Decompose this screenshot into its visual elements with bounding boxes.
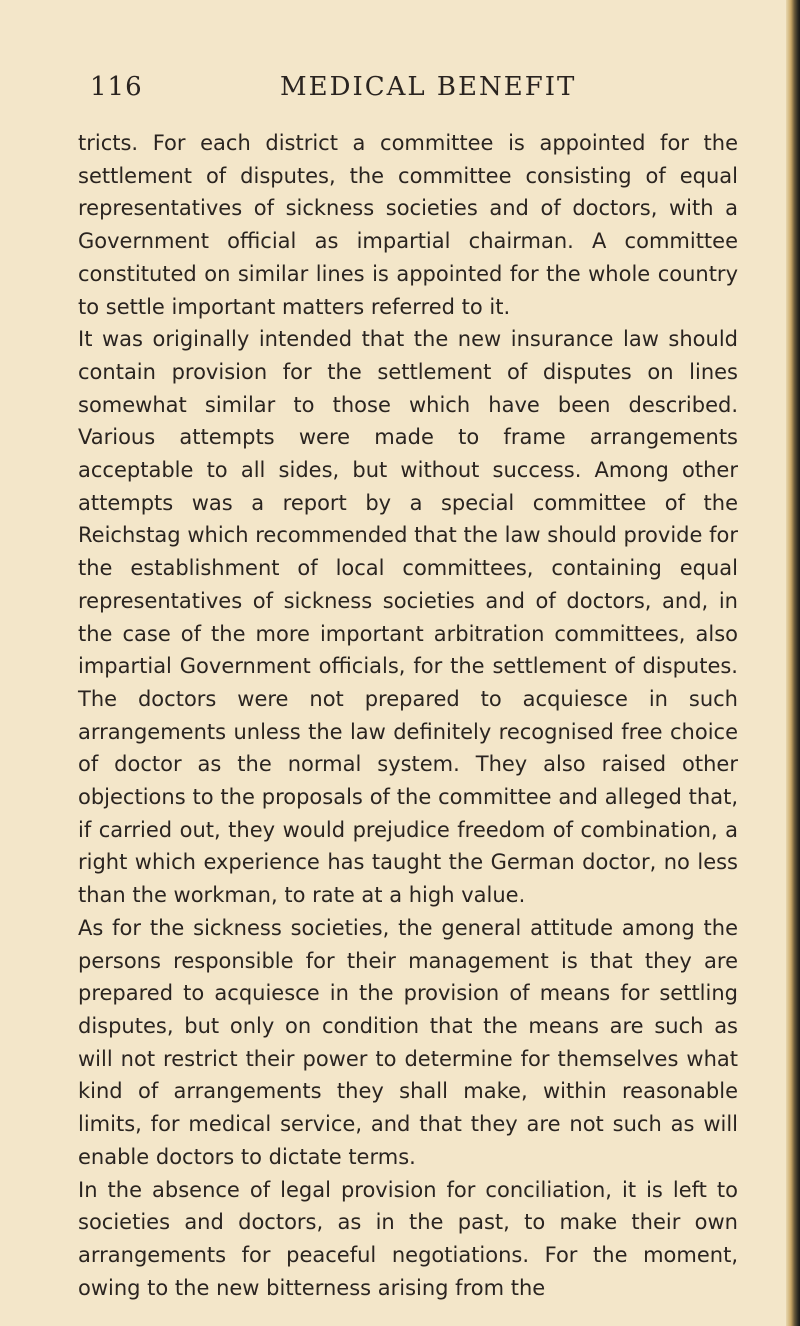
paragraph-4: In the absence of legal provision for conciliation, it is left to societies and doctors, as in the past, to make their own arrangements for peaceful negotiations. For the moment, owing to the new bitterness arising from the <box>78 1177 738 1300</box>
paragraph-3: As for the sickness societies, the general attitude among the persons responsible for their management is that they are prepared to acquiesce in the provision of means for settling disputes, but only on condition that the means are such as will not restrict their power to determine for themselves what kind of arrangements they shall make, within reasonable limits, for medical service, and that they are not such as will enable doctors to dictate terms. <box>78 915 738 1169</box>
running-title: MEDICAL BENEFIT <box>280 72 577 102</box>
page-number: 116 <box>90 72 143 102</box>
page-edge <box>786 0 800 1326</box>
paragraph-2: It was originally intended that the new insurance law should contain provision for the settlement of disputes on lines somewhat similar to those which have been described. Various attempts were made to frame arrangements acceptable to all sides, but without success. Among other attempts was a report by a special committee of the Reichstag which recommended that the law should provide for the establishment of local committees, containing equal representatives of sickness societies and of doctors, and, in the case of the more important arbitration committees, also impartial Government officials, for the settlement of disputes. The doctors were not prepared to acquiesce in such arrangements unless the law definitely recognised free choice of doctor as the normal system. They also raised other objections to the proposals of the committee and alleged that, if carried out, they would prejudice freedom of combination, a right which experience has taught the German doctor, no less than the workman, to rate at a high value. <box>78 327 738 908</box>
paragraph-1: tricts. For each district a committee is appointed for the settlement of disputes, the committee consisting of equal representatives of sickness societies and of doctors, with a Government official as impartial chairman. A committee constituted on similar lines is appointed for the whole country to settle important matters referred to it. <box>78 131 738 319</box>
body-text <box>78 127 738 1304</box>
running-head <box>90 72 730 112</box>
